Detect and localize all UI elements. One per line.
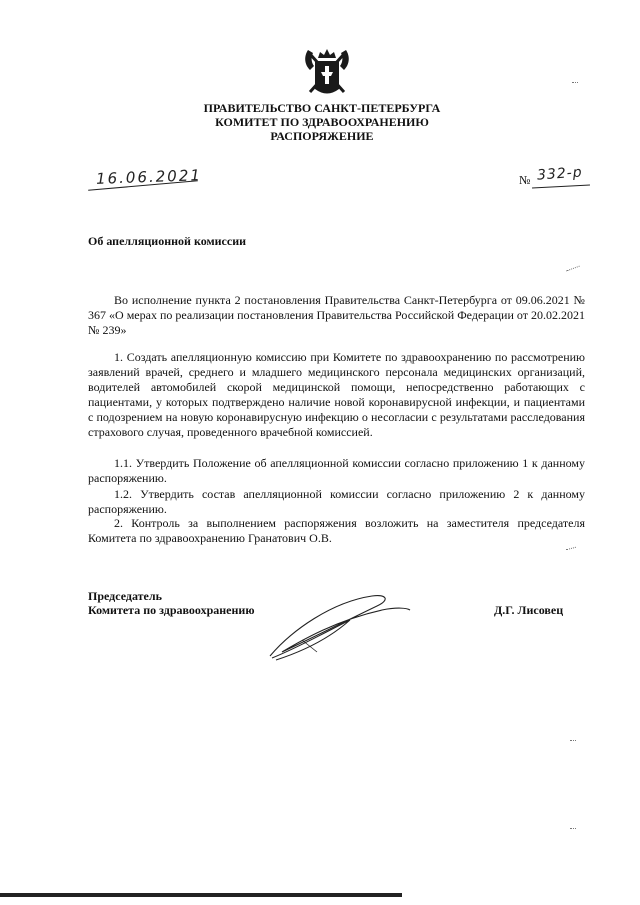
signatory-title-line2: Комитета по здравоохранению <box>88 603 255 617</box>
scan-artifact <box>572 82 578 83</box>
signatory-name: Д.Г. Лисовец <box>494 603 564 617</box>
scan-edge-bar <box>0 893 402 897</box>
clause-1-1-paragraph: 1.1. Утвердить Положение об апелляционной комиссии согласно приложению 1 к данному распоряжению. <box>88 456 585 485</box>
scan-artifact <box>570 828 576 829</box>
signatory-title-line1: Председатель <box>88 589 162 603</box>
clause-1-paragraph: 1. Создать апелляционную комиссию при Комитете по здравоохранению по рассмотрению заявлений врачей, среднего и младшего медицинского персонала медицинских организаций, водителей автомобилей скорой медицинской помощи, непосредственно работающих с пациентами, у которых подтверждено наличие новой коронавирусной инфекции, и пациентами с подозрением на новую коронавирусную инфекцию о несогласии с результатами расследования страхового случая, проведенного врачебной комиссией. <box>88 350 585 439</box>
scan-artifact <box>566 547 576 551</box>
organization-name: ПРАВИТЕЛЬСТВО САНКТ-ПЕТЕРБУРГА <box>203 101 441 115</box>
coat-of-arms-icon <box>302 46 352 98</box>
committee-name: КОМИТЕТ ПО ЗДРАВООХРАНЕНИЮ <box>215 115 429 129</box>
preamble-paragraph: Во исполнение пункта 2 постановления Правительства Санкт-Петербурга от 09.06.2021 № 367 «О мерах по реализации постановления Правительства Российской Федерации от 20.02.2021 № 239» <box>88 293 585 337</box>
number-prefix: № <box>519 173 531 187</box>
document-type: РАСПОРЯЖЕНИЕ <box>270 129 374 143</box>
scan-artifact <box>570 740 576 741</box>
clause-1-2-paragraph: 1.2. Утвердить состав апелляционной комиссии согласно приложению 2 к данному распоряжению. <box>88 487 585 516</box>
signatory-title <box>88 589 255 617</box>
handwritten-signature <box>262 590 412 662</box>
document-header <box>150 101 494 143</box>
number-underline <box>532 184 590 188</box>
document-subject: Об апелляционной комиссии <box>88 234 247 248</box>
scan-artifact <box>566 266 579 272</box>
clause-2-paragraph: 2. Контроль за выполнением распоряжения возложить на заместителя председателя Комитета по здравоохранению Гранатович О.В. <box>88 516 585 545</box>
document-number: 332-р <box>536 164 584 184</box>
document-date: 16.06.2021 <box>95 166 203 188</box>
